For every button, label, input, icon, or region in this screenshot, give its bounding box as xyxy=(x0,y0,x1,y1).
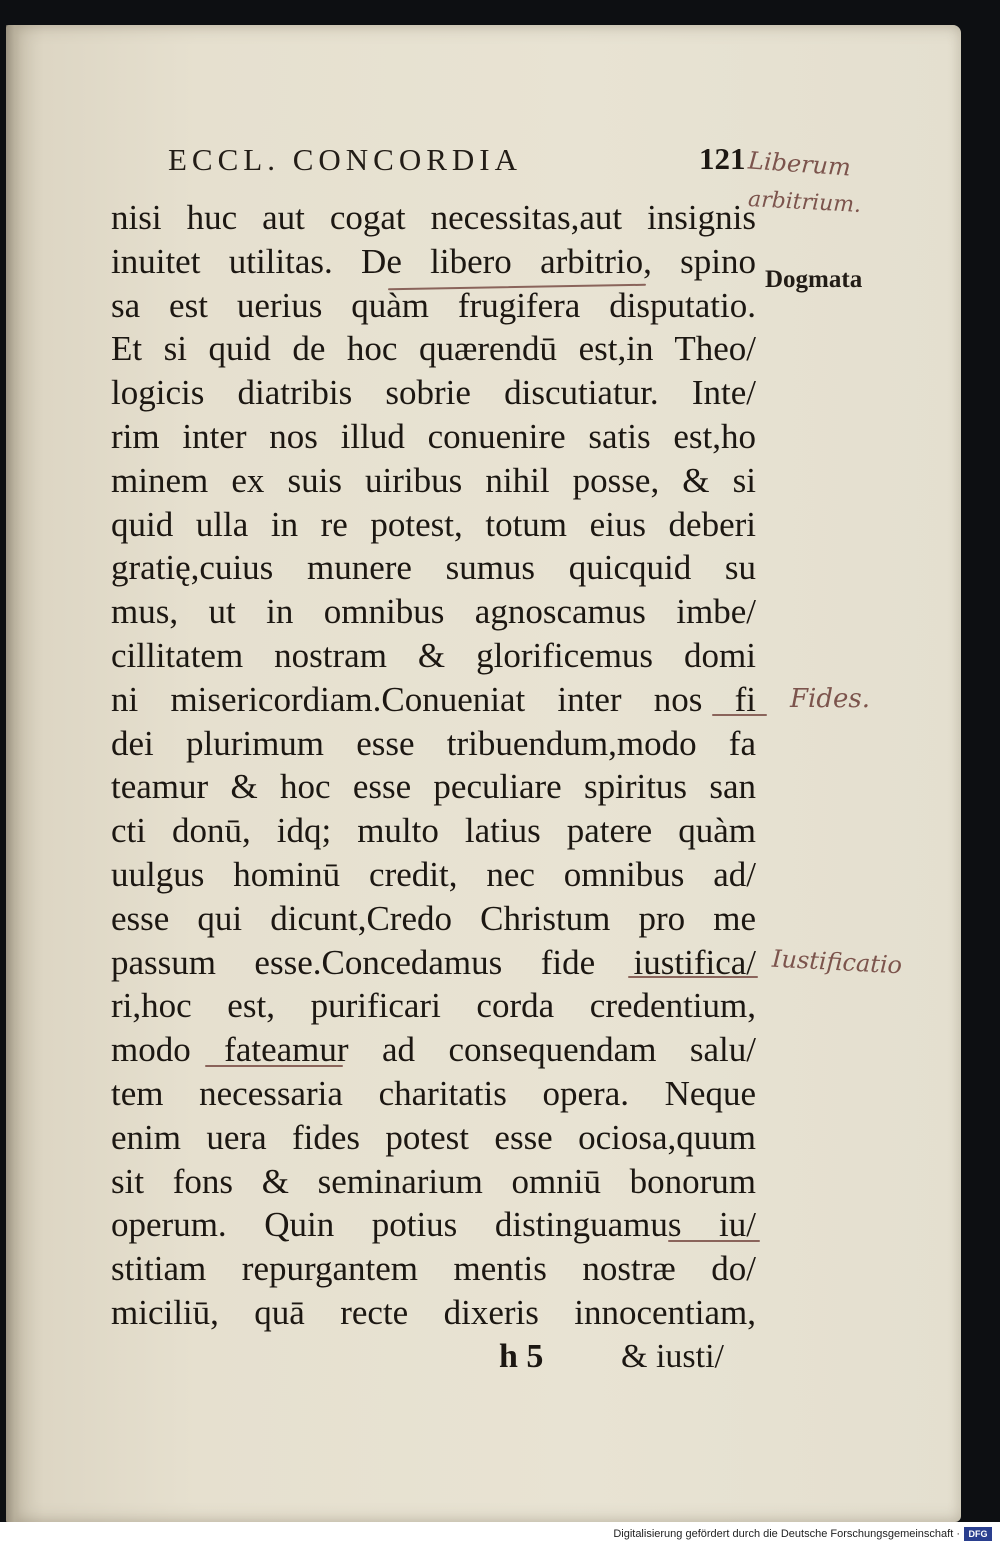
text-line: teamur & hoc esse peculiare spiritus san xyxy=(111,767,756,807)
text-line: sit fons & seminarium omniū bonorum xyxy=(111,1161,756,1201)
text-line: sa est uerius quàm frugifera disputatio. xyxy=(111,285,756,325)
footer-bar xyxy=(0,1522,1000,1547)
text-line: dei plurimum esse tribuendum,modo fa xyxy=(111,723,756,763)
text-line: logicis diatribis sobrie discutiatur. Inte/ xyxy=(111,373,756,413)
page-header xyxy=(168,142,768,184)
signature-line xyxy=(111,1335,756,1379)
handwritten-note-liberum: Liberum xyxy=(747,146,852,182)
handwritten-note-fides: Fides. xyxy=(790,684,870,714)
text-line: enim uera fides potest esse ociosa,quum xyxy=(111,1117,756,1157)
signature-mark: h 5 xyxy=(499,1337,544,1375)
text-line: tem necessaria charitatis opera. Neque xyxy=(111,1073,756,1113)
text-line: gratię,cuius munere sumus quicquid su xyxy=(111,548,756,588)
text-line: mus, ut in omnibus agnoscamus imbe/ xyxy=(111,592,756,632)
text-line: cti donū, idq; multo latius patere quàm xyxy=(111,811,756,851)
footer-credit: Digitalisierung gefördert durch die Deutsche Forschungsgemeinschaft · xyxy=(613,1528,960,1540)
text-line: miciliū, quā recte dixeris innocentiam, xyxy=(111,1292,756,1332)
text-line: quid ulla in re potest, totum eius deberi xyxy=(111,504,756,544)
handwritten-note-arbitrium: arbitrium. xyxy=(747,187,862,218)
text-line: inuitet utilitas. De libero arbitrio, spino xyxy=(111,241,756,281)
handwritten-note-iustificatio: Iustificatio xyxy=(771,944,903,980)
text-line: uulgus hominū credit, nec omnibus ad/ xyxy=(111,854,756,894)
text-line: operum. Quin potius distinguamus iu/ xyxy=(111,1205,756,1245)
dfg-logo: DFG xyxy=(964,1527,992,1541)
catchword: & iusti/ xyxy=(621,1337,724,1375)
page-number: 121 xyxy=(699,141,746,176)
text-line: ri,hoc est, purificari corda credentium, xyxy=(111,986,756,1026)
text-line: modo fateamur ad consequendam salu/ xyxy=(111,1030,756,1070)
text-line: Et si quid de hoc quærendū est,in Theo/ xyxy=(111,329,756,369)
text-line: passum esse.Concedamus fide iustifica/ xyxy=(111,942,756,982)
text-line: nisi huc aut cogat necessitas,aut insignis xyxy=(111,198,756,237)
text-line: cillitatem nostram & glorificemus domi xyxy=(111,635,756,675)
text-line: rim inter nos illud conuenire satis est,ho xyxy=(111,416,756,456)
page-fold-shadow xyxy=(6,25,20,1522)
text-line: esse qui dicunt,Credo Christum pro me xyxy=(111,898,756,938)
text-line: ni misericordiam.Conueniat inter nos fi xyxy=(111,679,756,719)
body-text xyxy=(111,196,756,1379)
printed-marginal-note: Dogmata xyxy=(765,266,863,293)
text-line: minem ex suis uiribus nihil posse, & si xyxy=(111,460,756,500)
running-title: ECCL. CONCORDIA xyxy=(168,142,523,177)
text-line: stitiam repurgantem mentis nostræ do/ xyxy=(111,1249,756,1289)
